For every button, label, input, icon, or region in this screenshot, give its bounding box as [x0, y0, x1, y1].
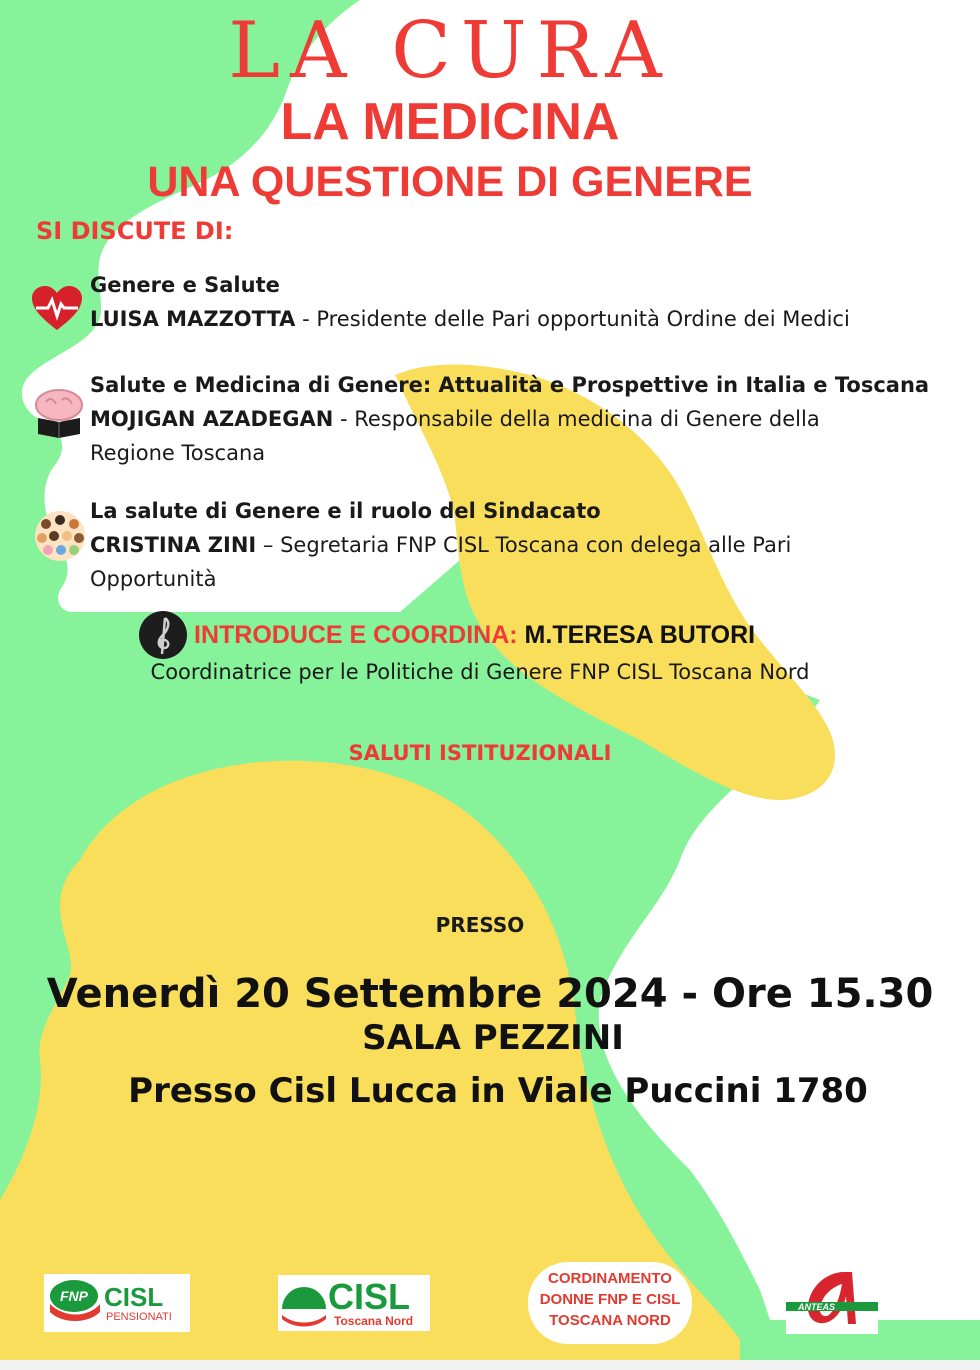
coordinamento-donne-logo — [528, 1262, 692, 1344]
cisl-toscana-text: Toscana Nord — [334, 1314, 414, 1328]
section-heading: SI DISCUTE DI: — [36, 217, 234, 245]
topic-3 — [90, 494, 950, 596]
topic-3-speaker: CRISTINA ZINI — [90, 533, 257, 557]
presso-label: PRESSO — [435, 913, 525, 937]
topic-2-role: - Responsabile della medicina di Genere della — [333, 407, 820, 431]
fnp-cisl-mark — [44, 1274, 190, 1332]
event-date: Venerdì 20 Settembre 2024 - Ore 15.30 — [46, 971, 934, 1017]
event-room: SALA PEZZINI — [362, 1018, 624, 1058]
topic-3-role-cont: Opportunità — [90, 567, 217, 591]
topic-3-role: – Segretaria FNP CISL Toscana con delega alle Pari — [256, 533, 792, 557]
event-address: Presso Cisl Lucca in Viale Puccini 1780 — [128, 1071, 868, 1111]
coord-logo-line-3: TOSCANA NORD — [549, 1312, 671, 1329]
cisl-mark — [278, 1275, 430, 1331]
brain-book-icon — [32, 388, 86, 438]
title-line-1: LA CURA — [228, 6, 672, 96]
people-crowd-icon — [34, 510, 86, 562]
topic-1-role: - Presidente delle Pari opportunità Ordine dei Medici — [295, 307, 850, 331]
topic-1-title: Genere e Salute — [90, 273, 280, 297]
coord-logo-line-2: DONNE FNP E CISL — [539, 1291, 681, 1308]
topic-1 — [90, 268, 950, 336]
intro-name: M.TERESA BUTORI — [517, 621, 756, 649]
fnp-badge-text: FNP — [60, 1288, 88, 1304]
topic-1-speaker: LUISA MAZZOTTA — [90, 307, 296, 331]
topic-2 — [90, 368, 950, 470]
title-line-2: LA MEDICINA — [280, 93, 620, 151]
anteas-mark — [786, 1268, 878, 1334]
intro-role: Coordinatrice per le Politiche di Genere FNP CISL Toscana Nord — [150, 660, 810, 684]
topic-2-speaker: MOJIGAN AZADEGAN — [90, 407, 334, 431]
treble-clef-icon — [138, 610, 188, 660]
intro-line — [194, 618, 755, 652]
cisl-text: CISL — [328, 1276, 411, 1317]
topic-2-role-cont: Regione Toscana — [90, 441, 266, 465]
fnp-cisl-logo — [44, 1274, 190, 1332]
anteas-text: ANTEAS — [798, 1302, 836, 1312]
anteas-logo — [786, 1268, 878, 1334]
heart-pulse-icon — [30, 284, 84, 334]
fnp-pensionati-text: PENSIONATI — [106, 1311, 172, 1323]
topic-3-title: La salute di Genere e il ruolo del Sindacato — [90, 499, 601, 523]
title-line-3: UNA QUESTIONE DI GENERE — [147, 158, 753, 206]
coord-logo-line-1: CORDINAMENTO — [548, 1270, 672, 1287]
bottom-strip — [0, 1360, 980, 1370]
saluti-heading: SALUTI ISTITUZIONALI — [348, 741, 612, 765]
topic-2-title: Salute e Medicina di Genere: Attualità e Prospettive in Italia e Toscana — [90, 373, 930, 397]
fnp-cisl-text: CISL — [104, 1282, 164, 1312]
cisl-toscana-nord-logo — [278, 1275, 430, 1331]
intro-label: INTRODUCE E COORDINA: — [194, 621, 518, 649]
